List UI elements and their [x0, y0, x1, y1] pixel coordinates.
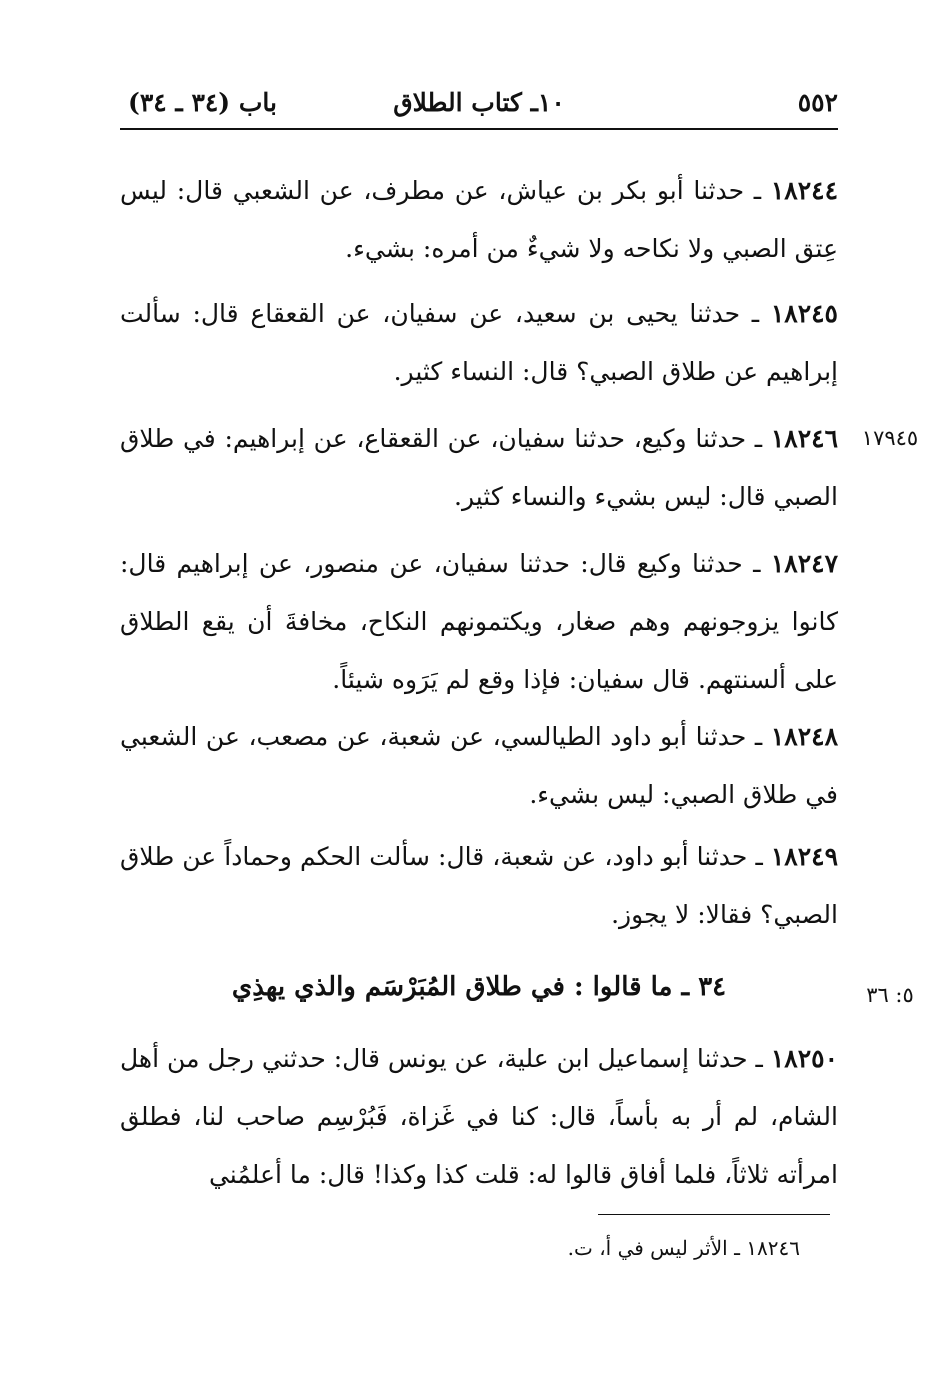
hadith-18247	[120, 535, 838, 709]
hadith-18250	[120, 1030, 838, 1204]
hadith-18246	[120, 410, 838, 526]
margin-reference-5-36: ٥: ٣٦	[866, 983, 914, 1007]
page-header	[120, 88, 838, 124]
hadith-number: ١٨٢٤٩	[770, 842, 838, 871]
book-title: ١٠ـ كتاب الطلاق	[393, 88, 565, 117]
page-number: ٥٥٢	[797, 88, 838, 117]
hadith-18244	[120, 162, 838, 278]
hadith-text: ـ حدثنا إسماعيل ابن علية، عن يونس قال: حدثني رجل من أهل الشام، لم أر به بأساً، قال: كنا في غَزاة، فَبُرْسِم صاحب لنا، فطلق امرأته ثلاثاً، فلما أفاق قالوا له: قلت كذا وكذا! قال: ما أعلمُني	[120, 1044, 838, 1189]
margin-reference-17945: ١٧٩٤٥	[861, 426, 919, 450]
chapter-reference: باب (٣٤ ـ ٣٤)	[128, 88, 277, 117]
hadith-text: ـ حدثنا أبو بكر بن عياش، عن مطرف، عن الشعبي قال: ليس عِتق الصبي ولا نكاحه ولا شيءٌ من أمره: بشيء.	[120, 176, 838, 263]
footnote: ١٨٢٤٦ ـ الأثر ليس في أ، ت.	[567, 1236, 800, 1260]
hadith-18245	[120, 285, 838, 401]
hadith-text: ـ حدثنا أبو داود، عن شعبة، قال: سألت الحكم وحماداً عن طلاق الصبي؟ فقالا: لا يجوز.	[120, 842, 838, 929]
hadith-text: ـ حدثنا يحيى بن سعيد، عن سفيان، عن القعقاع قال: سألت إبراهيم عن طلاق الصبي؟ قال: النساء كثير.	[120, 299, 838, 386]
hadith-18249	[120, 828, 838, 944]
hadith-number: ١٨٢٤٥	[770, 299, 838, 328]
hadith-text: ـ حدثنا أبو داود الطيالسي، عن شعبة، عن مصعب، عن الشعبي في طلاق الصبي: ليس بشيء.	[120, 722, 838, 809]
hadith-text: ـ حدثنا وكيع قال: حدثنا سفيان، عن منصور، عن إبراهيم قال: كانوا يزوجونهم وهم صغار، ويكتمونهم النكاح، مخافةَ أن يقع الطلاق على ألسنتهم. قال سفيان: فإذا وقع لم يَرَوه شيئاً.	[120, 549, 838, 694]
hadith-text: ـ حدثنا وكيع، حدثنا سفيان، عن القعقاع، عن إبراهيم: في طلاق الصبي قال: ليس بشيء والنساء كثير.	[120, 424, 838, 511]
hadith-number: ١٨٢٥٠	[770, 1044, 838, 1073]
hadith-18248	[120, 708, 838, 824]
hadith-number: ١٨٢٤٨	[770, 722, 838, 751]
footnote-rule	[598, 1214, 830, 1215]
section-heading: ٣٤ ـ ما قالوا : في طلاق المُبَرْسَم والذي يهذِي	[231, 972, 727, 1002]
hadith-number: ١٨٢٤٦	[770, 424, 838, 453]
hadith-number: ١٨٢٤٤	[770, 176, 838, 205]
header-rule	[120, 128, 838, 130]
hadith-number: ١٨٢٤٧	[770, 549, 838, 578]
